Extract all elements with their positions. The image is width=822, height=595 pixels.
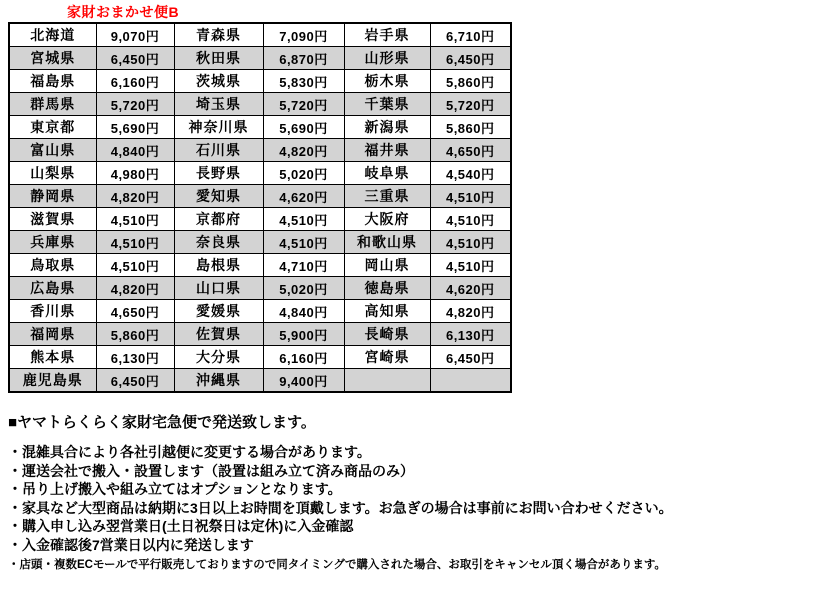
prefecture-cell: 広島県 — [9, 277, 96, 300]
price-cell: 6,130円 — [430, 323, 511, 346]
prefecture-cell: 和歌山県 — [344, 231, 430, 254]
notes-bullets — [8, 443, 818, 555]
note-line: ・混雑具合により各社引越便に変更する場合があります。 — [8, 444, 371, 460]
price-cell: 4,510円 — [430, 185, 511, 208]
price-cell: 9,070円 — [96, 23, 174, 47]
prefecture-cell: 秋田県 — [174, 47, 263, 70]
prefecture-cell: 大分県 — [174, 346, 263, 369]
price-cell: 6,450円 — [430, 346, 511, 369]
price-cell: 4,510円 — [430, 254, 511, 277]
prefecture-cell: 山形県 — [344, 47, 430, 70]
price-cell: 4,710円 — [263, 254, 344, 277]
price-cell: 6,160円 — [263, 346, 344, 369]
prefecture-cell: 山口県 — [174, 277, 263, 300]
prefecture-cell: 千葉県 — [344, 93, 430, 116]
price-cell: 4,620円 — [263, 185, 344, 208]
prefecture-cell: 宮崎県 — [344, 346, 430, 369]
price-cell: 4,510円 — [430, 208, 511, 231]
fee-table-row — [9, 208, 511, 231]
fee-table-row — [9, 162, 511, 185]
prefecture-cell: 群馬県 — [9, 93, 96, 116]
prefecture-cell: 奈良県 — [174, 231, 263, 254]
price-cell: 5,860円 — [96, 323, 174, 346]
notes-footnote: ・店頭・複数ECモールで平行販売しておりますので同タイミングで購入された場合、お取引をキャンセル頂く場合があります。 — [8, 558, 666, 571]
fee-table-row — [9, 70, 511, 93]
price-cell: 4,510円 — [96, 208, 174, 231]
fee-table-row — [9, 300, 511, 323]
price-cell: 4,980円 — [96, 162, 174, 185]
price-cell: 6,450円 — [96, 369, 174, 393]
prefecture-cell — [344, 369, 430, 393]
price-cell: 6,130円 — [96, 346, 174, 369]
price-cell: 9,400円 — [263, 369, 344, 393]
fee-table-row — [9, 116, 511, 139]
prefecture-cell: 静岡県 — [9, 185, 96, 208]
price-cell: 5,690円 — [263, 116, 344, 139]
fee-table-row — [9, 323, 511, 346]
prefecture-cell: 島根県 — [174, 254, 263, 277]
prefecture-cell: 三重県 — [344, 185, 430, 208]
price-cell: 7,090円 — [263, 23, 344, 47]
prefecture-cell: 徳島県 — [344, 277, 430, 300]
prefecture-cell: 香川県 — [9, 300, 96, 323]
fee-table-row — [9, 277, 511, 300]
price-cell: 4,840円 — [263, 300, 344, 323]
price-cell: 4,650円 — [96, 300, 174, 323]
fee-table-row — [9, 93, 511, 116]
prefecture-cell: 青森県 — [174, 23, 263, 47]
prefecture-cell: 京都府 — [174, 208, 263, 231]
fee-table-row — [9, 254, 511, 277]
prefecture-cell: 鳥取県 — [9, 254, 96, 277]
notes-heading: ■ヤマトらくらく家財宅急便で発送致します。 — [8, 414, 316, 431]
prefecture-cell: 宮城県 — [9, 47, 96, 70]
prefecture-cell: 岐阜県 — [344, 162, 430, 185]
price-cell: 5,830円 — [263, 70, 344, 93]
price-cell: 6,160円 — [96, 70, 174, 93]
price-cell: 6,450円 — [430, 47, 511, 70]
prefecture-cell: 東京都 — [9, 116, 96, 139]
fee-table-row — [9, 47, 511, 70]
prefecture-cell: 福井県 — [344, 139, 430, 162]
price-cell: 5,690円 — [96, 116, 174, 139]
prefecture-cell: 長崎県 — [344, 323, 430, 346]
prefecture-cell: 鹿児島県 — [9, 369, 96, 393]
prefecture-cell: 富山県 — [9, 139, 96, 162]
price-cell: 5,720円 — [263, 93, 344, 116]
price-cell: 4,820円 — [96, 277, 174, 300]
note-line: ・入金確認後7営業日以内に発送します — [8, 536, 254, 553]
prefecture-cell: 埼玉県 — [174, 93, 263, 116]
fee-table-row — [9, 346, 511, 369]
prefecture-cell: 高知県 — [344, 300, 430, 323]
fee-table-row — [9, 185, 511, 208]
price-cell: 5,720円 — [96, 93, 174, 116]
prefecture-cell: 兵庫県 — [9, 231, 96, 254]
fee-table-body — [9, 23, 511, 392]
price-cell: 6,870円 — [263, 47, 344, 70]
prefecture-cell: 愛知県 — [174, 185, 263, 208]
price-cell: 4,510円 — [263, 208, 344, 231]
price-cell — [430, 369, 511, 393]
prefecture-cell: 大阪府 — [344, 208, 430, 231]
price-cell: 4,840円 — [96, 139, 174, 162]
price-cell: 4,510円 — [96, 231, 174, 254]
price-cell: 4,540円 — [430, 162, 511, 185]
price-cell: 4,620円 — [430, 277, 511, 300]
price-cell: 5,860円 — [430, 116, 511, 139]
price-cell: 5,900円 — [263, 323, 344, 346]
fee-table-row — [9, 23, 511, 47]
price-cell: 4,510円 — [430, 231, 511, 254]
prefecture-cell: 岡山県 — [344, 254, 430, 277]
prefecture-cell: 愛媛県 — [174, 300, 263, 323]
price-cell: 5,020円 — [263, 277, 344, 300]
prefecture-cell: 茨城県 — [174, 70, 263, 93]
price-cell: 4,510円 — [263, 231, 344, 254]
prefecture-cell: 熊本県 — [9, 346, 96, 369]
prefecture-cell: 福島県 — [9, 70, 96, 93]
price-cell: 4,510円 — [96, 254, 174, 277]
prefecture-cell: 石川県 — [174, 139, 263, 162]
prefecture-cell: 北海道 — [9, 23, 96, 47]
fee-table-row — [9, 231, 511, 254]
price-cell: 4,820円 — [430, 300, 511, 323]
price-cell: 4,820円 — [263, 139, 344, 162]
note-line: ・運送会社で搬入・設置します（設置は組み立て済み商品のみ） — [8, 462, 414, 479]
prefecture-cell: 福岡県 — [9, 323, 96, 346]
notes-section — [8, 413, 818, 572]
note-line: ・購入申し込み翌営業日(土日祝祭日は定休)に入金確認 — [8, 518, 354, 535]
prefecture-cell: 山梨県 — [9, 162, 96, 185]
price-cell: 4,820円 — [96, 185, 174, 208]
fee-table-row — [9, 369, 511, 393]
prefecture-cell: 長野県 — [174, 162, 263, 185]
price-cell: 4,650円 — [430, 139, 511, 162]
prefecture-cell: 神奈川県 — [174, 116, 263, 139]
prefecture-cell: 佐賀県 — [174, 323, 263, 346]
prefecture-cell: 沖縄県 — [174, 369, 263, 393]
price-cell: 6,710円 — [430, 23, 511, 47]
price-cell: 5,860円 — [430, 70, 511, 93]
prefecture-cell: 栃木県 — [344, 70, 430, 93]
price-cell: 5,020円 — [263, 162, 344, 185]
prefecture-cell: 滋賀県 — [9, 208, 96, 231]
note-line: ・吊り上げ搬入や組み立てはオプションとなります。 — [8, 481, 342, 498]
table-title: 家財おまかせ便B — [67, 4, 180, 20]
price-cell: 5,720円 — [430, 93, 511, 116]
prefecture-cell: 新潟県 — [344, 116, 430, 139]
price-cell: 6,450円 — [96, 47, 174, 70]
note-line: ・家具など大型商品は納期に3日以上お時間を頂戴します。お急ぎの場合は事前にお問い合わせください。 — [8, 499, 673, 516]
fee-table-row — [9, 139, 511, 162]
shipping-fee-table — [8, 22, 512, 393]
prefecture-cell: 岩手県 — [344, 23, 430, 47]
